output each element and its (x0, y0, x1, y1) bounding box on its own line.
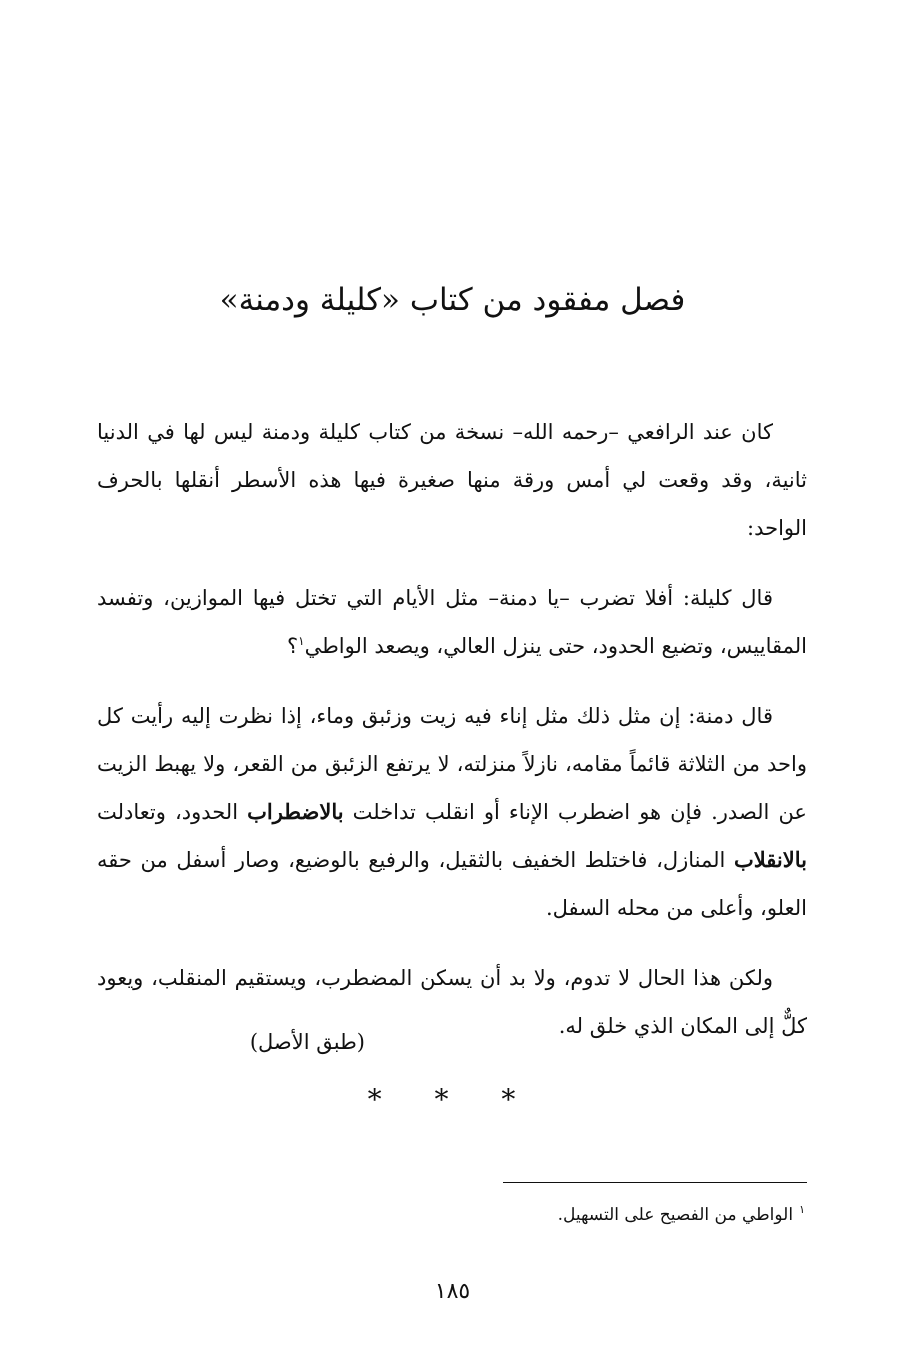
paragraph-kalila-text: قال كليلة: أفلا تضرب –يا دمنة– مثل الأيام التي تختل فيها الموازين، وتفسد المقاييس، وتضيع الحدود، حتى ينزل العالي، ويصعد الواطي (97, 586, 807, 658)
paragraph-dimna (97, 692, 807, 932)
footnote-number: ١ (799, 1203, 805, 1217)
bold-word-idtirab: بالاضطراب (247, 799, 344, 824)
bold-word-inqilab: بالانقلاب (734, 847, 807, 872)
section-separator: * * * (367, 1083, 538, 1116)
footnote-divider (503, 1182, 807, 1183)
attribution-note: (طبق الأصل) (249, 1030, 365, 1054)
paragraph-kalila-end: ؟ (286, 634, 299, 658)
body-text (97, 408, 807, 1056)
page-number: ١٨٥ (434, 1279, 471, 1304)
chapter-title: فصل مفقود من كتاب «كليلة ودمنة» (219, 282, 686, 318)
paragraph-dimna-text-b: الحدود، وتعادلت (97, 800, 239, 824)
paragraph-intro-text: كان عند الرافعي –رحمه الله– نسخة من كتاب كليلة ودمنة ليس لها في الدنيا ثانية، وقد وقعت لي أمس ورقة منها صغيرة فيها هذه الأسطر أنقلها بالحرف الواحد: (97, 420, 807, 540)
footnote (558, 1200, 805, 1230)
paragraph-conclusion-text: ولكن هذا الحال لا تدوم، ولا بد أن يسكن المضطرب، ويستقيم المنقلب، ويعود كلٌّ إلى المكان الذي خلق له. (97, 966, 807, 1038)
footnote-text: الواطي من الفصيح على التسهيل. (557, 1205, 794, 1225)
paragraph-kalila (97, 574, 807, 670)
footnote-reference: ١ (298, 634, 305, 648)
paragraph-dimna-text-c: المنازل، فاختلط الخفيف بالثقيل، والرفيع بالوضيع، وصار أسفل من حقه العلو، وأعلى من محله السفل. (97, 848, 807, 920)
paragraph-intro (97, 408, 807, 552)
paragraph-dimna-text-a: قال دمنة: إن مثل ذلك مثل إناء فيه زيت وزئبق وماء، إذا نظرت إليه رأيت كل واحد من الثلاثة قائماً مقامه، نازلاً منزلته، لا يرتفع الزئبق من القعر، ولا يهبط الزيت عن الصدر. فإن هو اضطرب الإناء أو انقلب تداخلت (97, 704, 807, 824)
paragraph-conclusion (97, 954, 807, 1050)
